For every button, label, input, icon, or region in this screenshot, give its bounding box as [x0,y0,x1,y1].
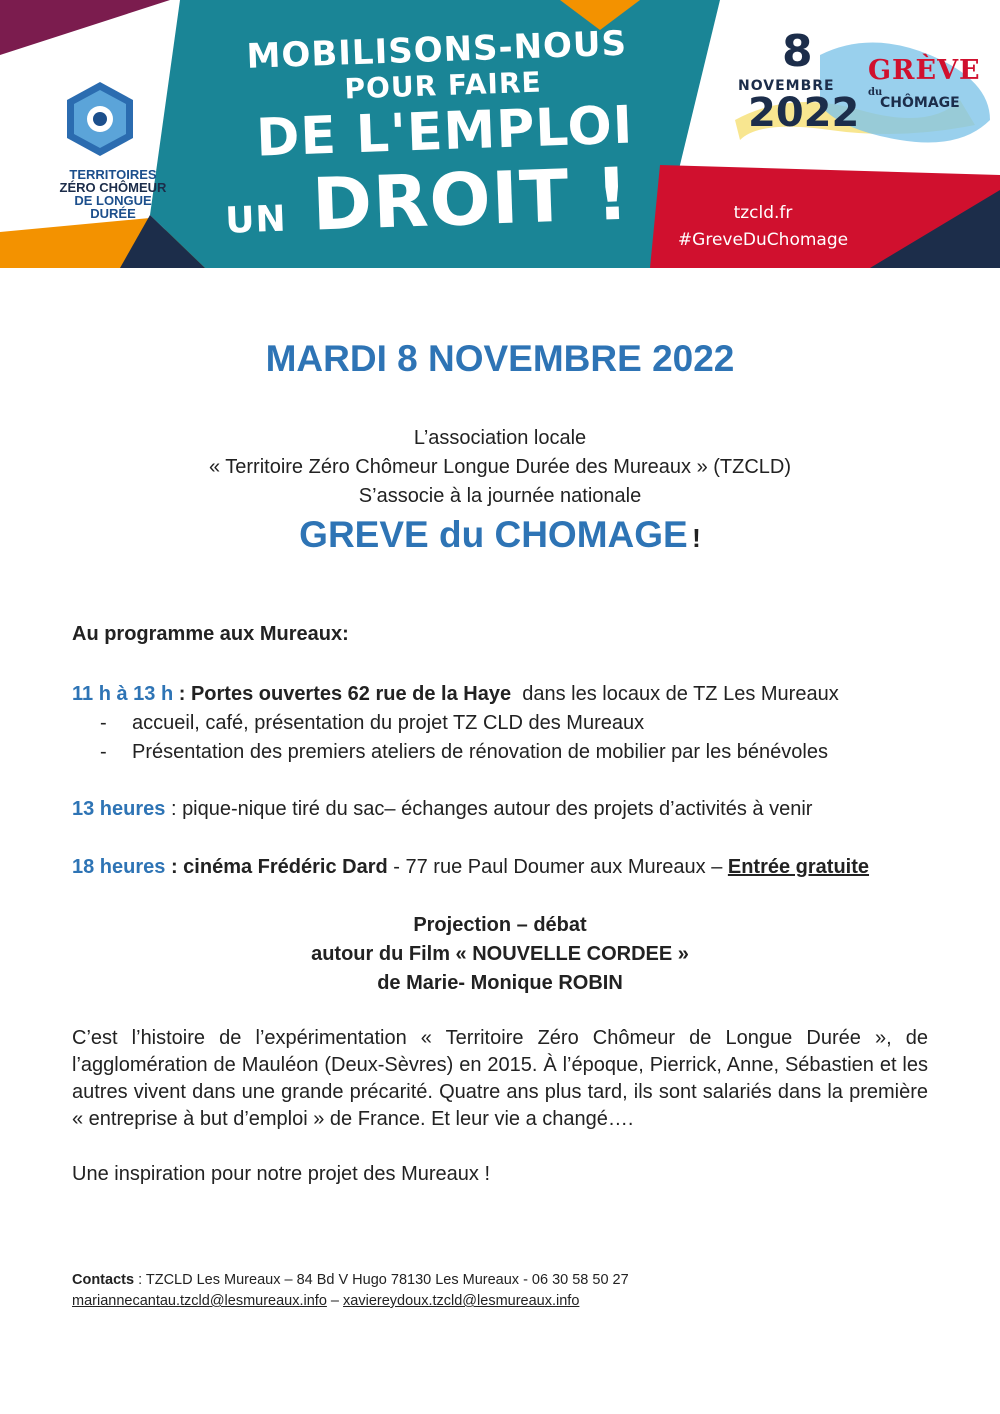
website-link[interactable]: tzcld.fr [733,203,793,223]
event-time: 13 heures [72,798,166,820]
banner-date-day: 8 [782,26,813,77]
contacts-label: Contacts [72,1272,135,1288]
event-title: cinéma Frédéric Dard [183,856,388,878]
strike-du: du [868,87,883,98]
event-item [72,680,839,709]
event-time: 11 h à 13 h [72,683,174,705]
headline [0,514,1000,556]
slogan-line: MOBILISONS-NOUS [245,23,628,77]
film-line: de Marie- Monique ROBIN [377,972,623,994]
email-link[interactable]: mariannecantau.tzcld@lesmureaux.info [72,1293,327,1309]
logo-line: ZÉRO CHÔMEUR [59,180,167,195]
tzcld-logo [58,82,168,220]
strike-chomage: CHÔMAGE [880,95,960,111]
event-sep: : [173,683,191,705]
event-title: Portes ouvertes 62 rue de la Haye [190,683,512,705]
free-entry: Entrée gratuite [727,856,870,878]
header-banner [0,0,1000,268]
headline-exclamation: ! [692,523,701,553]
program-heading-text: Au programme aux Mureaux: [72,623,349,645]
bullet-text: Présentation des premiers ateliers de rénovation de mobilier par les bénévoles [132,741,828,763]
event-time: 18 heures [72,856,166,878]
film-line: Projection – débat [413,914,587,936]
email-separator: – [326,1293,344,1309]
logo-line: TERRITOIRES [69,167,157,182]
page-title: MARDI 8 NOVEMBRE 2022 [265,338,735,379]
intro-line: L’association locale [413,427,587,449]
intro-line: S’associe à la journée nationale [358,485,642,507]
event-item [72,853,869,882]
headline-text: GREVE du CHOMAGE [299,514,688,555]
slogan-line: DE L'EMPLOI [255,95,635,169]
program-heading [72,620,349,649]
event-text: dans les locaux de TZ Les Mureaux [511,683,839,705]
contacts-footer [72,1270,629,1312]
event-sep: : [165,798,183,820]
slogan-line: POUR FAIRE [344,65,543,106]
slogan-big: DROIT ! [310,151,631,247]
list-item [100,709,644,738]
banner-slogan [224,23,639,258]
strike-word: GRÈVE [868,55,981,86]
film-line: autour du Film « NOUVELLE CORDEE » [311,943,689,965]
slogan-line [216,151,639,260]
bullet-dash: - [100,741,107,763]
event-sep: : [165,856,184,878]
banner-links [668,200,858,254]
logo-line: DURÉE [90,206,136,221]
event-text: - 77 rue Paul Doumer aux Mureaux – [387,856,728,878]
contacts-details: : TZCLD Les Mureaux – 84 Bd V Hugo 78130 Les Mureaux - 06 30 58 50 27 [134,1272,629,1288]
list-item [100,738,828,767]
inspiration-text: Une inspiration pour notre projet des Mureaux ! [72,1163,491,1185]
contacts-line [72,1270,629,1291]
hashtag: #GreveDuChomage [677,230,849,250]
contacts-emails [72,1291,629,1312]
bullet-text: accueil, café, présentation du projet TZ CLD des Mureaux [132,712,645,734]
bullet-dash: - [100,712,107,734]
logo-line: DE LONGUE [74,193,152,208]
slogan-small: UN [224,198,288,242]
intro-line: « Territoire Zéro Chômeur Longue Durée des Mureaux » (TZCLD) [208,456,792,478]
event-item [72,795,812,824]
banner-date-month: NOVEMBRE [738,78,835,94]
event-text: pique-nique tiré du sac– échanges autour des projets d’activités à venir [182,798,813,820]
intro-block [0,424,1000,511]
banner-date-year: 2022 [748,90,860,136]
email-link[interactable]: xaviereydoux.tzcld@lesmureaux.info [343,1293,580,1309]
film-description: C’est l’histoire de l’expérimentation « Territoire Zéro Chômeur de Longue Durée », de l’agglomération de Mauléon (Deux-Sèvres) en 2015. À l’époque, Pierrick, Anne, Sébastien et les autres vivent dans une grande précarité. Quatre ans plus tard, ils sont salariés dans la première « entreprise à but d’emploi » de France. Et leur vie a changé…. [72,1027,928,1130]
